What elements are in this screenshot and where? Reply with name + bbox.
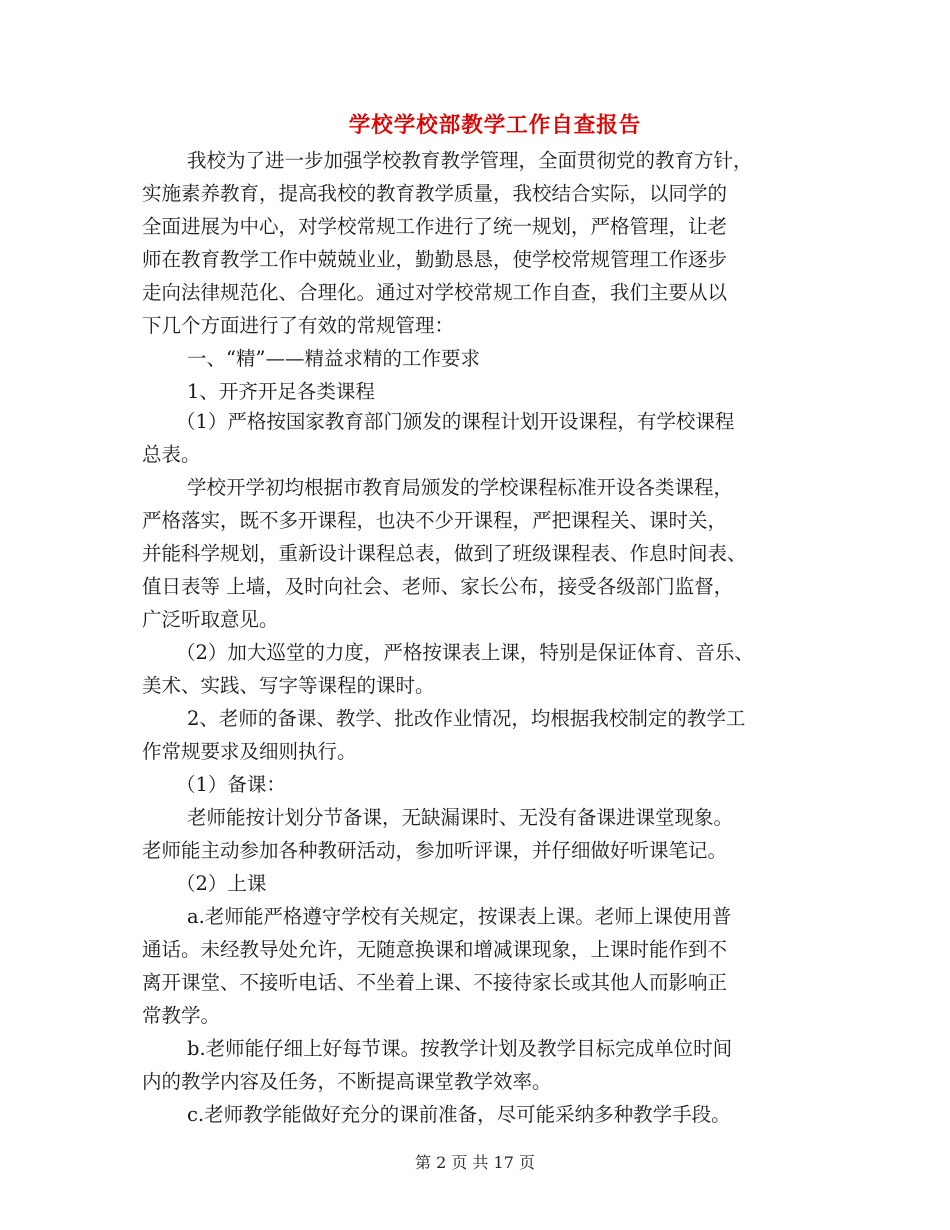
paragraph-line: 广泛听取意见。 [142, 608, 279, 631]
paragraph-line: 总表。 [142, 443, 201, 466]
paragraph-line: b.老师能仔细上好每节课。按教学计划及教学目标完成单位时间 [187, 1037, 733, 1060]
subsection-heading: 2、老师的备课、教学、批改作业情况，均根据我校制定的教学工 [187, 707, 746, 730]
paragraph-line: 值日表等 上墙，及时向社会、老师、家长公布，接受各级部门监督， [142, 575, 734, 598]
page-number: 第 2 页 共 17 页 [415, 1153, 535, 1172]
paragraph-line: 美术、实践、写字等课程的课时。 [142, 674, 435, 697]
paragraph-line: 作常规要求及细则执行。 [142, 740, 357, 763]
paragraph-line: （1）严格按国家教育部门颁发的课程计划开设课程，有学校课程 [176, 410, 735, 433]
paragraph-line: 我校为了进一步加强学校教育教学管理，全面贯彻党的教育方针， [187, 149, 753, 172]
paragraph-line: 内的教学内容及任务，不断提高课堂教学效率。 [142, 1070, 552, 1093]
paragraph-line: 全面进展为中心，对学校常规工作进行了统一规划，严格管理，让老 [142, 215, 728, 238]
paragraph-line: 师在教育教学工作中兢兢业业，勤勤恳恳，使学校常规管理工作逐步 [142, 248, 728, 271]
paragraph-line: 走向法律规范化、合理化。通过对学校常规工作自查，我们主要从以 [142, 281, 728, 304]
document-title: 学校学校部教学工作自查报告 [348, 113, 642, 138]
paragraph-line: c.老师教学能做好充分的课前准备，尽可能采纳多种教学手段。 [187, 1103, 731, 1126]
paragraph-line: 老师能主动参加各种教研活动，参加听评课，并仔细做好听课笔记。 [142, 839, 728, 862]
paragraph-line: 下几个方面进行了有效的常规管理： [142, 314, 455, 337]
paragraph-line: 老师能按计划分节备课，无缺漏课时、无没有备课进课堂现象。 [187, 806, 734, 829]
paragraph-line: （2）加大巡堂的力度，严格按课表上课，特别是保证体育、音乐、 [176, 641, 754, 664]
paragraph-line: 严格落实，既不多开课程，也决不少开课程，严把课程关、课时关， [142, 509, 728, 532]
item-heading: （1）备课： [176, 773, 286, 796]
paragraph-line: 实施素养教育，提高我校的教育教学质量，我校结合实际，以同学的 [142, 182, 728, 205]
paragraph-line: 常教学。 [142, 1004, 221, 1027]
item-heading: （2）上课 [176, 872, 267, 895]
paragraph-line: 离开课堂、不接听电话、不坐着上课、不接待家长或其他人而影响正 [142, 971, 728, 994]
paragraph-line: 通话。未经教导处允许，无随意换课和增减课现象，上课时能作到不 [142, 938, 728, 961]
section-heading: 一、“精”——精益求精的工作要求 [187, 347, 480, 370]
subsection-heading: 1、开齐开足各类课程 [187, 380, 375, 403]
paragraph-line: 并能科学规划，重新设计课程总表，做到了班级课程表、作息时间表、 [142, 542, 747, 565]
paragraph-line: a.老师能严格遵守学校有关规定，按课表上课。老师上课使用普 [187, 905, 732, 928]
paragraph-line: 学校开学初均根据市教育局颁发的学校课程标准开设各类课程， [187, 476, 734, 499]
